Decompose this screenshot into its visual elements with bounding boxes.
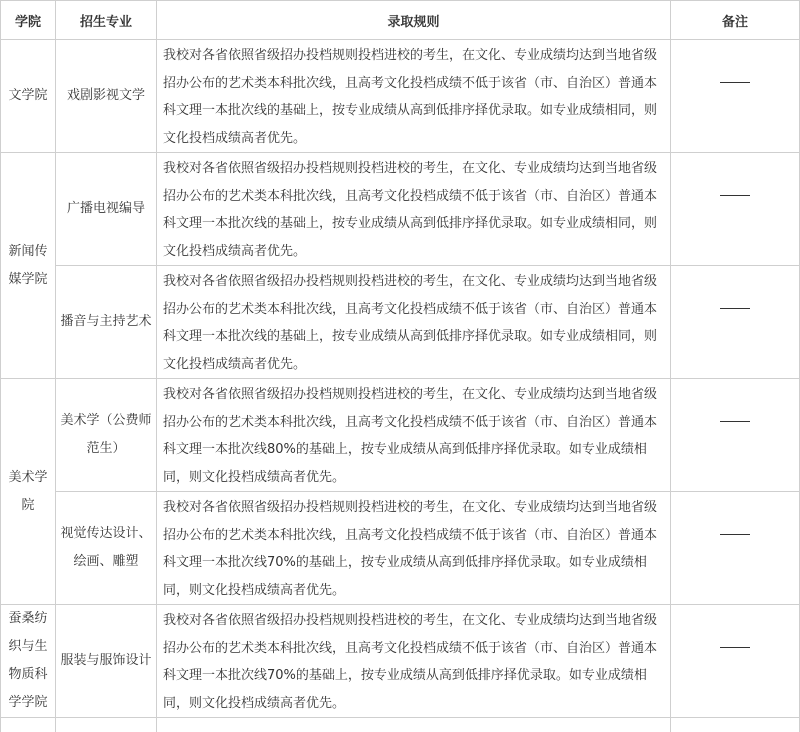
header-note: 备注 — [671, 1, 800, 40]
note-dash — [720, 82, 750, 111]
table-row — [1, 153, 800, 266]
note-cell — [671, 153, 800, 266]
rule-cell: 我校对各省依照省级招办投档规则投档进校的考生，在文化、专业成绩均达到当地省级招办公布的艺术类本科批次线，且高考文化投档成绩不低于该省（市、自治区）普通本科文理一本批次线的基础上，按专业成绩从高到低排序择优录取。如专业成绩相同，则文化投档成绩高者优先。 — [157, 153, 671, 266]
note-dash — [720, 534, 750, 563]
table-row — [1, 492, 800, 605]
empty-cell — [56, 718, 157, 732]
major-cell: 广播电视编导 — [56, 153, 157, 266]
rule-cell: 我校对各省依照省级招办投档规则投档进校的考生，在文化、专业成绩均达到当地省级招办公布的艺术类本科批次线，且高考文化投档成绩不低于该省（市、自治区）普通本科文理一本批次线70%的基础上，按专业成绩从高到低排序择优录取。如专业成绩相同，则文化投档成绩高者优先。 — [157, 492, 671, 605]
college-cell: 文学院 — [1, 40, 56, 153]
note-dash — [720, 421, 750, 450]
note-cell — [671, 492, 800, 605]
table-header-row — [1, 1, 800, 40]
major-cell: 播音与主持艺术 — [56, 266, 157, 379]
header-rule: 录取规则 — [157, 1, 671, 40]
note-cell — [671, 379, 800, 492]
table-row — [1, 266, 800, 379]
empty-cell — [671, 718, 800, 732]
college-cell: 新闻传媒学院 — [1, 153, 56, 379]
rule-cell: 我校对各省依照省级招办投档规则投档进校的考生，在文化、专业成绩均达到当地省级招办公布的艺术类本科批次线，且高考文化投档成绩不低于该省（市、自治区）普通本科文理一本批次线80%的基础上，按专业成绩从高到低排序择优录取。如专业成绩相同，则文化投档成绩高者优先。 — [157, 379, 671, 492]
note-cell — [671, 40, 800, 153]
major-cell: 美术学（公费师范生） — [56, 379, 157, 492]
college-cell: 美术学院 — [1, 379, 56, 605]
note-dash — [720, 195, 750, 224]
major-cell: 服装与服饰设计 — [56, 605, 157, 718]
header-major: 招生专业 — [56, 1, 157, 40]
note-dash — [720, 647, 750, 676]
table-row — [1, 379, 800, 492]
empty-cell — [157, 718, 671, 732]
empty-cell — [1, 718, 56, 732]
major-cell: 戏剧影视文学 — [56, 40, 157, 153]
table-row-partial — [1, 718, 800, 732]
header-college: 学院 — [1, 1, 56, 40]
rule-cell: 我校对各省依照省级招办投档规则投档进校的考生，在文化、专业成绩均达到当地省级招办公布的艺术类本科批次线，且高考文化投档成绩不低于该省（市、自治区）普通本科文理一本批次线的基础上，按专业成绩从高到低排序择优录取。如专业成绩相同，则文化投档成绩高者优先。 — [157, 40, 671, 153]
table-row — [1, 605, 800, 718]
rule-cell: 我校对各省依照省级招办投档规则投档进校的考生，在文化、专业成绩均达到当地省级招办公布的艺术类本科批次线，且高考文化投档成绩不低于该省（市、自治区）普通本科文理一本批次线70%的基础上，按专业成绩从高到低排序择优录取。如专业成绩相同，则文化投档成绩高者优先。 — [157, 605, 671, 718]
rule-cell: 我校对各省依照省级招办投档规则投档进校的考生，在文化、专业成绩均达到当地省级招办公布的艺术类本科批次线，且高考文化投档成绩不低于该省（市、自治区）普通本科文理一本批次线的基础上，按专业成绩从高到低排序择优录取。如专业成绩相同，则文化投档成绩高者优先。 — [157, 266, 671, 379]
note-cell — [671, 266, 800, 379]
college-cell: 蚕桑纺织与生物质科学学院 — [1, 605, 56, 718]
note-dash — [720, 308, 750, 337]
major-cell: 视觉传达设计、绘画、雕塑 — [56, 492, 157, 605]
note-cell — [671, 605, 800, 718]
table-row — [1, 40, 800, 153]
